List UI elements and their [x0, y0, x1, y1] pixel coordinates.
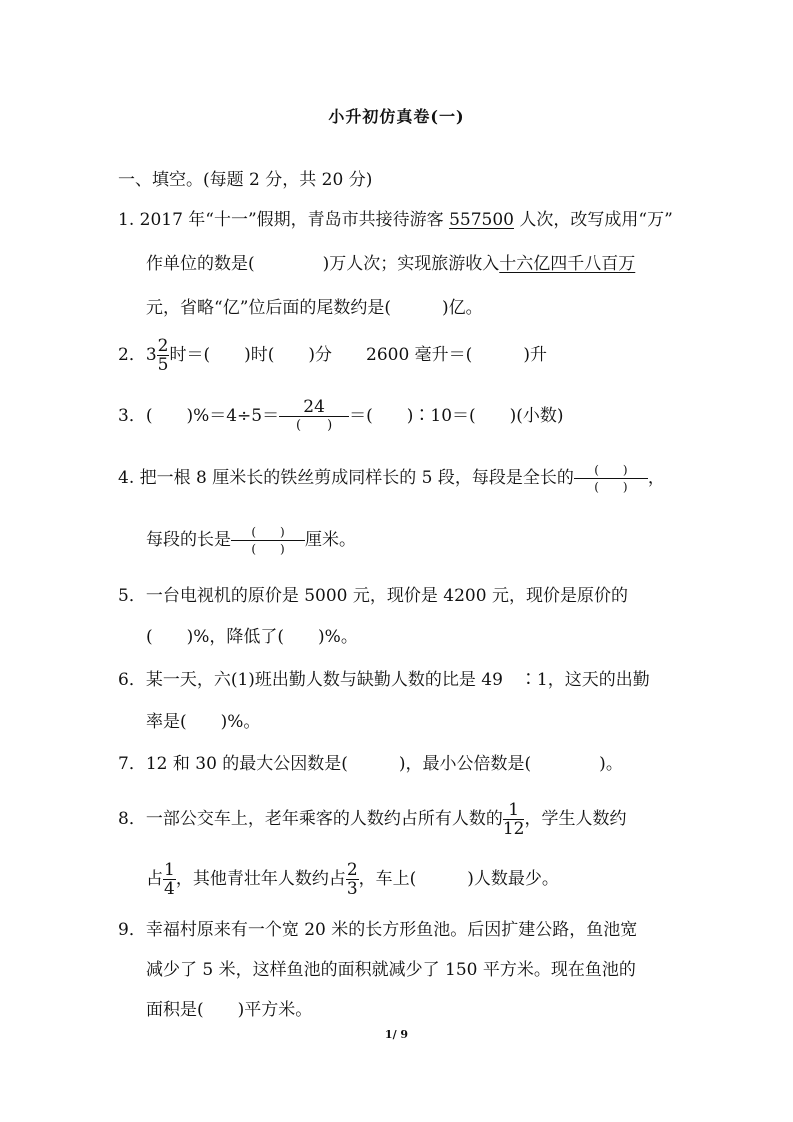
question-1-line-3: 元，省略“亿”位后面的尾数约是( )亿。 [146, 298, 483, 318]
fraction-blank-1: $\frac{( )}{( )}$ [574, 462, 648, 495]
question-8-line-2: 占 $\frac{1}{4}$ ，其他青壮年人数约占 $\frac{2}{3}$ ，车上( )人数最少。 [146, 860, 559, 899]
underlined-amount: 十六亿四千八百万 [499, 254, 636, 274]
question-2: 2．3 $\frac{2}{5}$ 时＝( )时( )分 2600 毫升＝( )升 [118, 336, 547, 375]
underlined-number: 557500 [449, 210, 514, 230]
question-5-line-2: ( )%，降低了( )%。 [146, 627, 358, 647]
question-1-line-2: 作单位的数是( )万人次；实现旅游收入十六亿四千八百万 [146, 254, 636, 274]
page-title: 小升初仿真卷(一) [328, 107, 465, 126]
question-8-line-1: 8．一部公交车上，老年乘客的人数约占所有人数的 $\frac{1}{12}$ ，学生人数约 [118, 800, 627, 839]
fraction-two-thirds: $\frac{2}{3}$ [346, 860, 358, 899]
question-3: 3．( )%＝4÷5＝ $\frac{24}{( )}$ ＝( )∶10＝( )(小数) [118, 397, 564, 433]
fraction-one-twelfth: $\frac{1}{12}$ [502, 800, 525, 839]
question-9-line-2: 减少了 5 米，这样鱼池的面积就减少了 150 平方米。现在鱼池的 [146, 960, 636, 980]
question-6-line-2: 率是( )%。 [146, 712, 261, 732]
question-7: 7．12 和 30 的最大公因数是( )，最小公倍数是( )。 [118, 754, 623, 774]
fraction-one-fourth: $\frac{1}{4}$ [164, 860, 175, 899]
mixed-number-whole: 3 [145, 345, 157, 365]
question-6-line-1: 6．某一天，六(1)班出勤人数与缺勤人数的比是 49 ∶1，这天的出勤 [118, 670, 650, 690]
question-4-line-2: 每段的长是 $\frac{( )}{( )}$ 厘米。 [146, 525, 356, 556]
fraction-two-fifths: $\frac{2}{5}$ [157, 336, 169, 375]
question-9-line-1: 9．幸福村原来有一个宽 20 米的长方形鱼池。后因扩建公路，鱼池宽 [118, 920, 638, 940]
question-1-line-1: 1. 2017 年“十一”假期，青岛市共接待游客 557500 人次，改写成用“万” [118, 210, 673, 230]
page-number: 1/ 9 [384, 1028, 409, 1041]
question-4-line-1: 4. 把一根 8 厘米长的铁丝剪成同样长的 5 段，每段是全长的 $\frac{( )}{( )}$ ， [118, 463, 665, 494]
fraction-blank-2: $\frac{( )}{( )}$ [231, 524, 305, 557]
question-9-line-3: 面积是( )平方米。 [146, 1000, 313, 1020]
fraction-24-over-blank: $\frac{24}{( )}$ [279, 398, 349, 435]
question-5-line-1: 5．一台电视机的原价是 5000 元，现价是 4200 元，现价是原价的 [118, 586, 628, 606]
section-heading: 一、填空。(每题 2 分，共 20 分) [118, 170, 373, 190]
